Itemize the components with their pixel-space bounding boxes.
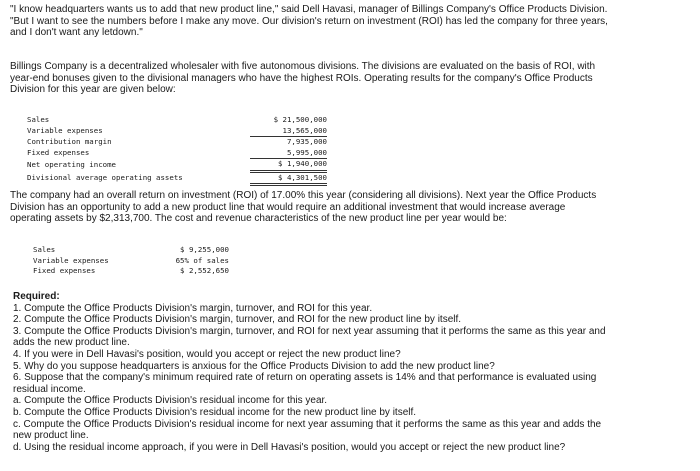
row-label: Sales xyxy=(27,115,50,124)
row-label: Contribution margin xyxy=(27,136,112,146)
row-label: Fixed expenses xyxy=(27,147,90,157)
required-line: c. Compute the Office Products Division's residual income for next year assuming that it performs the same as this year and adds the xyxy=(13,418,602,430)
row-value: 7,935,000 xyxy=(286,137,327,146)
required-line: d. Using the residual income approach, if you were in Dell Havasi's position, would you accept or reject the new product line? xyxy=(13,441,566,453)
required-line: 6. Suppose that the company's minimum required rate of return on operating assets is 14% and that performance is evaluated using xyxy=(13,372,597,384)
row-label: Net operating income xyxy=(27,159,116,169)
row-label: Variable expenses xyxy=(27,125,103,135)
row-label: Variable expenses xyxy=(33,255,109,265)
row-label: Divisional average operating assets xyxy=(27,172,183,182)
table-row xyxy=(33,266,229,277)
row-label: Sales xyxy=(33,245,56,254)
operating-results-table xyxy=(27,115,327,186)
intro-line: "I know headquarters wants us to add that new product line," said Dell Havasi, manager of Billings Company's Office Products Division. xyxy=(10,4,608,15)
row-value: 5,995,000 xyxy=(250,148,327,159)
required-line: 1. Compute the Office Products Division's margin, turnover, and ROI for this year. xyxy=(13,302,373,314)
background-line: Division for this year are given below: xyxy=(10,84,176,96)
row-value: $ 9,255,000 xyxy=(180,245,229,254)
table-row xyxy=(27,159,327,172)
row-value: $ 2,552,650 xyxy=(180,266,229,275)
row-value: 13,565,000 xyxy=(250,126,327,137)
overall-paragraph xyxy=(10,190,692,225)
intro-line: "But I want to see the numbers before I make any move. Our division's return on investment (ROI) has led the company for three years, xyxy=(10,15,608,27)
required-line: residual income. xyxy=(13,383,86,395)
new-product-line-table xyxy=(33,245,229,277)
overall-line: operating assets by $2,313,700. The cost and revenue characteristics of the new product line per year would be: xyxy=(10,213,507,225)
row-value: 65% of sales xyxy=(175,255,229,265)
required-line: new product line. xyxy=(13,430,89,442)
row-value: $ 4,301,500 xyxy=(250,171,327,185)
intro-paragraph xyxy=(10,4,692,39)
table-row xyxy=(27,171,327,185)
required-line: b. Compute the Office Products Division's residual income for the new product line by itself. xyxy=(13,406,417,418)
required-heading: Required: xyxy=(13,291,60,302)
table-row xyxy=(33,245,229,256)
intro-line: and I don't want any letdown." xyxy=(10,27,143,39)
required-line: 2. Compute the Office Products Division's margin, turnover, and ROI for the new product line by itself. xyxy=(13,314,462,326)
required-section xyxy=(13,291,683,453)
required-line: a. Compute the Office Products Division's residual income for this year. xyxy=(13,395,328,407)
table-row xyxy=(27,137,327,148)
overall-line: The company had an overall return on investment (ROI) of 17.00% this year (considering all divisions). Next year the Office Products xyxy=(10,190,597,201)
required-line: adds the new product line. xyxy=(13,337,130,349)
table-row xyxy=(27,148,327,159)
row-value: $ 21,500,000 xyxy=(273,115,327,124)
background-line: Billings Company is a decentralized wholesaler with five autonomous divisions. The divisions are evaluated on the basis of ROI, with xyxy=(10,61,596,72)
background-line: year-end bonuses given to the divisional managers who have the highest ROIs. Operating results for the company's Office Products xyxy=(10,72,593,84)
required-line: 3. Compute the Office Products Division's margin, turnover, and ROI for next year assuming that it performs the same as this year and xyxy=(13,325,606,337)
table-row xyxy=(27,126,327,137)
table-row xyxy=(27,115,327,126)
required-line: 5. Why do you suppose headquarters is anxious for the Office Products Division to add the new product line? xyxy=(13,360,495,372)
table-row xyxy=(33,256,229,267)
required-line: 4. If you were in Dell Havasi's position, would you accept or reject the new product line? xyxy=(13,348,401,360)
row-label: Fixed expenses xyxy=(33,266,96,275)
background-paragraph xyxy=(10,61,692,96)
row-value: $ 1,940,000 xyxy=(250,159,327,172)
overall-line: Division has an opportunity to add a new product line that would require an additional investment that would increase average xyxy=(10,201,566,213)
